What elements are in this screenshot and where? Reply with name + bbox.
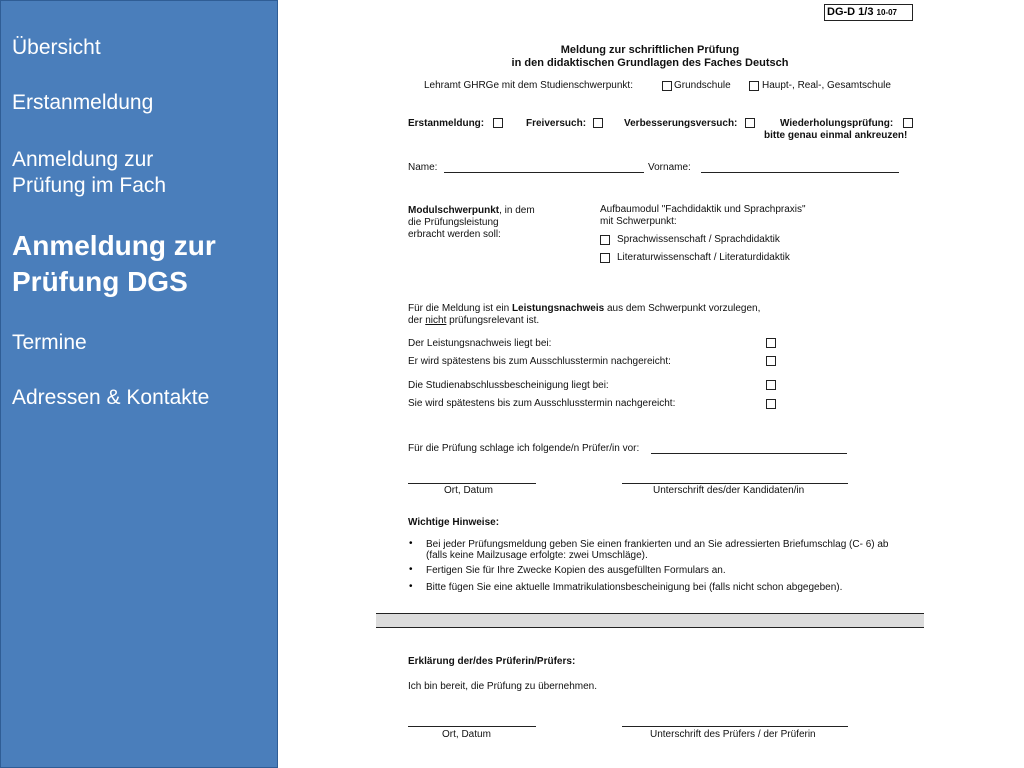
aufbau-line2: mit Schwerpunkt: — [600, 216, 677, 227]
leistungsnachweis-nach-label: Er wird spätestens bis zum Ausschlusstermin nachgereicht: — [408, 356, 671, 367]
haupt-real-label: Haupt-, Real-, Gesamtschule — [762, 80, 891, 91]
meldung-bold: Leistungsnachweis — [511, 303, 605, 314]
form-code-suffix: 10-07 — [876, 8, 897, 17]
hinweis-1: Bei jeder Prüfungsmeldung geben Sie einen frankierten und an Sie adressierten Briefumschlag (C- 6) ab — [426, 539, 889, 550]
form-code-text: DG-D 1/3 — [827, 6, 874, 18]
studienabschluss-nach-checkbox[interactable] — [766, 399, 776, 409]
studienabschluss-liegt-label: Die Studienabschlussbescheinigung liegt bei: — [408, 380, 609, 391]
studienabschluss-liegt-checkbox[interactable] — [766, 380, 776, 390]
unterschrift-pruefer-line[interactable] — [622, 726, 848, 727]
sidebar-nav — [0, 0, 278, 768]
nav-item-uebersicht[interactable]: Übersicht — [12, 36, 101, 59]
meldung-line2-underlined: nicht — [425, 315, 447, 326]
grundschule-label: Grundschule — [674, 80, 731, 91]
pruefer-vorschlag-label: Für die Prüfung schlage ich folgende/n Prüfer/in vor: — [408, 443, 640, 454]
haupt-real-checkbox[interactable] — [749, 81, 759, 91]
sprachwiss-checkbox[interactable] — [600, 235, 610, 245]
bullet-icon: • — [409, 538, 413, 549]
bullet-icon: • — [409, 564, 413, 575]
form-title-line1: Meldung zur schriftlichen Prüfung — [560, 44, 740, 56]
form-document-image — [376, 0, 924, 768]
meldung-line2 — [408, 315, 539, 327]
verbesserungsversuch-label: Verbesserungsversuch: — [624, 118, 738, 129]
nav-item-erstanmeldung[interactable]: Erstanmeldung — [12, 91, 154, 114]
bereit-text: Ich bin bereit, die Prüfung zu übernehmen. — [408, 681, 598, 692]
hinweis-2: Fertigen Sie für Ihre Zwecke Kopien des ausgefüllten Formulars an. — [426, 565, 726, 576]
meldung-line2-post: prüfungsrelevant ist. — [446, 315, 540, 326]
name-input-line[interactable] — [444, 172, 644, 173]
erstanmeldung-label: Erstanmeldung: — [408, 118, 485, 129]
unterschrift-kandidat-label: Unterschrift des/der Kandidaten/in — [653, 485, 805, 496]
modul-line1 — [408, 205, 535, 217]
ort-datum2-line[interactable] — [408, 726, 536, 727]
leistungsnachweis-liegt-checkbox[interactable] — [766, 338, 776, 348]
studienabschluss-nach-label: Sie wird spätestens bis zum Ausschlusstermin nachgereicht: — [408, 398, 676, 409]
leistungsnachweis-nach-checkbox[interactable] — [766, 356, 776, 366]
erklaerung-title: Erklärung der/des Prüferin/Prüfers: — [408, 656, 576, 667]
ankreuzen-note: bitte genau einmal ankreuzen! — [764, 130, 908, 141]
form-title-line2: in den didaktischen Grundlagen des Faches Deutsch — [511, 57, 789, 69]
freiversuch-checkbox[interactable] — [593, 118, 603, 128]
modul-line2: die Prüfungsleistung — [408, 217, 499, 228]
hinweis-3: Bitte fügen Sie eine aktuelle Immatrikulationsbescheinigung bei (falls nicht schon abgegeben). — [426, 582, 843, 593]
nav-item-adressen-kontakte[interactable]: Adressen & Kontakte — [12, 386, 210, 409]
modul-line3: erbracht werden soll: — [408, 229, 501, 240]
modul-rest: , in dem — [499, 205, 535, 216]
pruefer-input-line[interactable] — [651, 453, 847, 454]
meldung-pre: Für die Meldung ist ein — [408, 303, 512, 314]
nav-item-anmeldung-dgs[interactable]: Anmeldung zur Prüfung DGS — [12, 230, 216, 297]
form-code — [824, 4, 913, 21]
verbesserungsversuch-checkbox[interactable] — [745, 118, 755, 128]
literaturwiss-label: Literaturwissenschaft / Literaturdidaktik — [617, 252, 790, 263]
grundschule-checkbox[interactable] — [662, 81, 672, 91]
bullet-icon: • — [409, 581, 413, 592]
modul-bold: Modulschwerpunkt — [408, 205, 500, 216]
hinweise-title: Wichtige Hinweise: — [408, 517, 500, 528]
wiederholungspruefung-label: Wiederholungsprüfung: — [780, 118, 894, 129]
literaturwiss-checkbox[interactable] — [600, 253, 610, 263]
vorname-label: Vorname: — [648, 162, 691, 173]
hinweis-1-cont: (falls keine Mailzusage erfolgte: zwei Umschläge). — [426, 550, 648, 561]
cut-line-bottom — [376, 627, 924, 628]
name-label: Name: — [408, 162, 438, 173]
freiversuch-label: Freiversuch: — [526, 118, 587, 129]
aufbau-line1: Aufbaumodul "Fachdidaktik und Sprachpraxis" — [600, 204, 806, 215]
unterschrift-pruefer-label: Unterschrift des Prüfers / der Prüferin — [650, 729, 816, 740]
ort-datum-line[interactable] — [408, 483, 536, 484]
erstanmeldung-checkbox[interactable] — [493, 118, 503, 128]
meldung-post: aus dem Schwerpunkt vorzulegen, — [604, 303, 761, 314]
unterschrift-kandidat-line[interactable] — [622, 483, 848, 484]
ort-datum-label: Ort, Datum — [444, 485, 493, 496]
sprachwiss-label: Sprachwissenschaft / Sprachdidaktik — [617, 234, 780, 245]
nav-item-termine[interactable]: Termine — [12, 331, 87, 354]
vorname-input-line[interactable] — [701, 172, 899, 173]
meldung-line2-pre: der — [408, 315, 426, 326]
lehramt-label: Lehramt GHRGe mit dem Studienschwerpunkt: — [424, 80, 633, 91]
leistungsnachweis-liegt-label: Der Leistungsnachweis liegt bei: — [408, 338, 552, 349]
nav-item-anmeldung-fach[interactable]: Anmeldung zur Prüfung im Fach — [12, 148, 167, 197]
meldung-line1 — [408, 303, 760, 315]
cut-band — [376, 614, 924, 627]
ort-datum2-label: Ort, Datum — [442, 729, 491, 740]
wiederholungspruefung-checkbox[interactable] — [903, 118, 913, 128]
